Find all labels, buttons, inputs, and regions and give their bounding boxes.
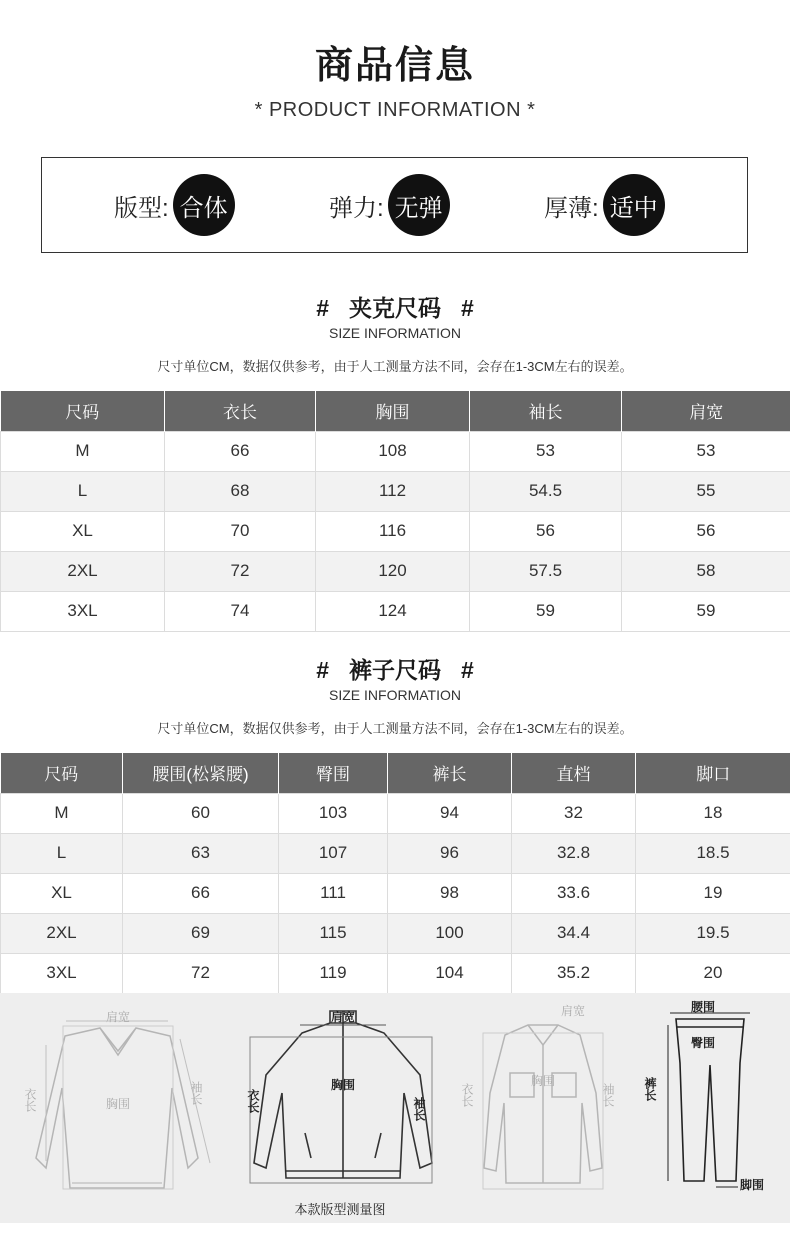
table-row — [1, 953, 790, 993]
hash-mark: # — [461, 295, 474, 321]
table-cell: 63 — [123, 833, 279, 873]
attribute-thickness — [544, 174, 665, 236]
table-cell: 119 — [279, 953, 388, 993]
shirt-chest-label: 胸围 — [530, 1074, 556, 1088]
table-cell: 59 — [622, 591, 790, 631]
hash-mark: # — [316, 295, 329, 321]
column-header: 脚口 — [636, 753, 790, 793]
table-header-row — [1, 391, 790, 431]
table-row — [1, 431, 790, 471]
shirt-length-label: 衣长 — [460, 1083, 474, 1107]
page-subtitle: * PRODUCT INFORMATION * — [254, 99, 536, 121]
attribute-thickness-value: 适中 — [603, 174, 665, 236]
column-header: 裤长 — [388, 753, 512, 793]
attribute-thickness-label: 厚薄: — [544, 194, 599, 222]
table-cell: 72 — [123, 953, 279, 993]
table-cell: 18.5 — [636, 833, 790, 873]
table-row — [1, 873, 790, 913]
table-row — [1, 511, 790, 551]
sweater-sleeve-label: 袖长 — [189, 1081, 203, 1105]
table-cell: 3XL — [1, 591, 165, 631]
pants-size-title-text: 裤子尺码 — [349, 657, 441, 683]
attribute-elasticity-value: 无弹 — [388, 174, 450, 236]
jacket-size-table — [0, 391, 790, 632]
table-header-row — [1, 753, 790, 793]
table-cell: 115 — [279, 913, 388, 953]
table-cell: 103 — [279, 793, 388, 833]
table-cell: M — [1, 431, 165, 471]
table-cell: 68 — [165, 471, 316, 511]
table-cell: 19.5 — [636, 913, 790, 953]
table-cell: 53 — [622, 431, 790, 471]
table-cell: 69 — [123, 913, 279, 953]
pants-size-note: 尺寸单位CM，数据仅供参考，由于人工测量方法不同，会存在1-3CM左右的误差。 — [157, 721, 633, 736]
table-cell: 124 — [316, 591, 470, 631]
jacket-size-subtitle: SIZE INFORMATION — [329, 325, 461, 341]
pants-waist-label: 腰围 — [690, 1000, 716, 1014]
table-cell: 59 — [470, 591, 622, 631]
table-cell: L — [1, 833, 123, 873]
table-cell: 108 — [316, 431, 470, 471]
table-cell: 66 — [123, 873, 279, 913]
table-cell: 111 — [279, 873, 388, 913]
sweater-shoulder-label: 肩宽 — [105, 1010, 131, 1024]
diagram-caption: 本款版型测量图 — [294, 1202, 386, 1217]
column-header: 胸围 — [316, 391, 470, 431]
table-cell: 32.8 — [512, 833, 636, 873]
table-cell: 56 — [470, 511, 622, 551]
attribute-elasticity — [329, 174, 450, 236]
table-cell: 72 — [165, 551, 316, 591]
table-row — [1, 833, 790, 873]
measurement-diagrams — [0, 993, 790, 1223]
jacket-size-note: 尺寸单位CM，数据仅供参考，由于人工测量方法不同，会存在1-3CM左右的误差。 — [157, 359, 633, 374]
table-cell: 74 — [165, 591, 316, 631]
column-header: 腰围(松紧腰) — [123, 753, 279, 793]
table-cell: 107 — [279, 833, 388, 873]
table-cell: 53 — [470, 431, 622, 471]
table-cell: 60 — [123, 793, 279, 833]
pants-length-label: 裤长 — [643, 1077, 657, 1101]
table-cell: 54.5 — [470, 471, 622, 511]
attribute-fit-value: 合体 — [173, 174, 235, 236]
column-header: 袖长 — [470, 391, 622, 431]
jacket-diagram — [250, 1011, 432, 1183]
pants-hip-label: 臀围 — [690, 1036, 716, 1050]
table-cell: 66 — [165, 431, 316, 471]
table-cell: 3XL — [1, 953, 123, 993]
table-cell: 70 — [165, 511, 316, 551]
table-row — [1, 591, 790, 631]
shirt-diagram — [483, 1025, 603, 1189]
jacket-length-label: 衣长 — [246, 1089, 260, 1113]
sweater-chest-label: 胸围 — [105, 1097, 131, 1111]
table-cell: 120 — [316, 551, 470, 591]
product-attributes-box — [41, 157, 748, 253]
table-cell: 32 — [512, 793, 636, 833]
table-row — [1, 551, 790, 591]
table-cell: 94 — [388, 793, 512, 833]
column-header: 尺码 — [1, 753, 123, 793]
jacket-chest-label: 胸围 — [330, 1078, 356, 1092]
jacket-size-title-text: 夹克尺码 — [349, 295, 441, 321]
jacket-sleeve-label: 袖长 — [412, 1097, 426, 1121]
table-cell: 57.5 — [470, 551, 622, 591]
column-header: 直档 — [512, 753, 636, 793]
attribute-fit — [114, 174, 235, 236]
measurement-diagram-area — [0, 993, 790, 1223]
column-header: 尺码 — [1, 391, 165, 431]
table-cell: 18 — [636, 793, 790, 833]
table-cell: M — [1, 793, 123, 833]
pants-size-table — [0, 753, 790, 994]
pants-size-title — [0, 652, 790, 685]
sweater-length-label: 衣长 — [23, 1088, 37, 1112]
table-cell: 56 — [622, 511, 790, 551]
shirt-sleeve-label: 袖长 — [601, 1083, 615, 1107]
table-cell: 104 — [388, 953, 512, 993]
table-cell: 2XL — [1, 551, 165, 591]
hash-mark: # — [316, 657, 329, 683]
table-cell: L — [1, 471, 165, 511]
column-header: 臀围 — [279, 753, 388, 793]
table-cell: 55 — [622, 471, 790, 511]
hash-mark: # — [461, 657, 474, 683]
attribute-fit-label: 版型: — [114, 194, 169, 222]
column-header: 衣长 — [165, 391, 316, 431]
attribute-elasticity-label: 弹力: — [329, 194, 384, 222]
table-cell: 100 — [388, 913, 512, 953]
pants-size-subtitle: SIZE INFORMATION — [329, 687, 461, 703]
table-cell: 20 — [636, 953, 790, 993]
column-header: 肩宽 — [622, 391, 790, 431]
jacket-shoulder-label: 肩宽 — [330, 1010, 356, 1024]
shirt-shoulder-label: 肩宽 — [560, 1004, 586, 1018]
table-cell: 58 — [622, 551, 790, 591]
table-row — [1, 913, 790, 953]
table-cell: 34.4 — [512, 913, 636, 953]
table-cell: 35.2 — [512, 953, 636, 993]
table-row — [1, 471, 790, 511]
page-title: 商品信息 — [314, 45, 475, 87]
table-cell: 2XL — [1, 913, 123, 953]
jacket-size-title — [0, 290, 790, 323]
table-cell: 98 — [388, 873, 512, 913]
table-row — [1, 793, 790, 833]
table-cell: 112 — [316, 471, 470, 511]
table-cell: 19 — [636, 873, 790, 913]
table-cell: XL — [1, 873, 123, 913]
table-cell: 116 — [316, 511, 470, 551]
table-cell: 96 — [388, 833, 512, 873]
pants-hem-label: 脚围 — [739, 1178, 765, 1192]
table-cell: XL — [1, 511, 165, 551]
table-cell: 33.6 — [512, 873, 636, 913]
